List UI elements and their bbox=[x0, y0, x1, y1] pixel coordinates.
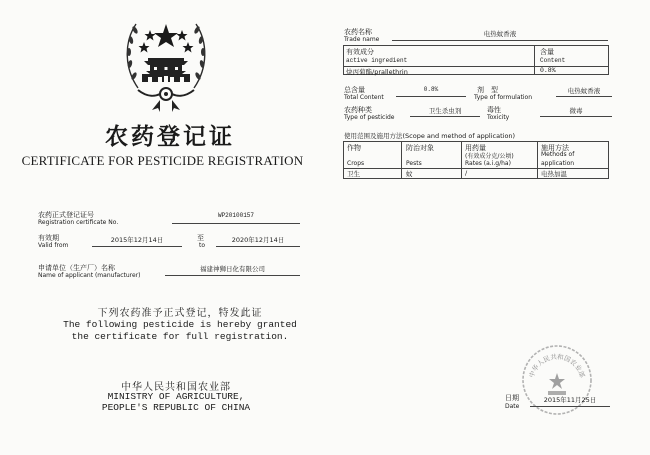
ingredient-value: 炔丙菊酯/prallethrin bbox=[346, 68, 408, 76]
date-value: 2015年11月25日 bbox=[543, 396, 597, 404]
total-content-underline bbox=[396, 96, 466, 97]
certificate-en-title: CERTIFICATE FOR PESTICIDE REGISTRATION bbox=[21, 153, 304, 168]
scope-method-head-en1: Methods of bbox=[541, 151, 575, 158]
ministry-en-2: PEOPLE'S REPUBLIC OF CHINA bbox=[101, 402, 251, 413]
total-content-value: 0.8% bbox=[423, 86, 439, 93]
approval-text-en-2: the certificate for full registration. bbox=[71, 331, 289, 342]
scope-row-method: 电热加温 bbox=[541, 170, 567, 178]
formulation-value: 电热蚊香液 bbox=[567, 87, 601, 95]
valid-to-value: 2020年12月14日 bbox=[231, 236, 285, 244]
date-label-cn: 日期 bbox=[505, 394, 519, 402]
scope-method-head-cn: 施用方法 bbox=[541, 144, 569, 152]
reg-no-label-cn: 农药正式登记证号 bbox=[38, 211, 94, 219]
toxicity-value: 微毒 bbox=[569, 107, 583, 115]
scope-row-crop: 卫生 bbox=[347, 170, 360, 178]
valid-to-label-en: to bbox=[199, 242, 206, 249]
valid-to-label-cn: 至 bbox=[197, 234, 204, 242]
valid-to-underline bbox=[216, 246, 300, 247]
pesticide-type-label-en: Type of pesticide bbox=[344, 114, 395, 121]
applicant-label-cn: 申请单位（生产厂）名称 bbox=[38, 264, 115, 272]
approval-text-cn: 下列农药准予正式登记，特发此证 bbox=[97, 308, 263, 319]
reg-no-underline bbox=[172, 223, 300, 224]
seal-emblem-icon bbox=[548, 373, 566, 395]
applicant-value: 福建神狮日化有限公司 bbox=[200, 265, 265, 273]
scope-rates-head-cn2: (有效成分克/公顷) bbox=[465, 153, 514, 160]
scope-title: 使用范围及施用方法(Scope and method of application) bbox=[344, 132, 516, 140]
scope-row-rate: / bbox=[465, 169, 468, 177]
national-emblem-icon bbox=[120, 6, 212, 114]
ministry-cn: 中华人民共和国农业部 bbox=[121, 382, 231, 393]
formulation-underline bbox=[556, 96, 612, 97]
valid-from-underline bbox=[92, 246, 182, 247]
pesticide-type-label-cn: 农药种类 bbox=[344, 106, 372, 114]
scope-table bbox=[343, 141, 609, 179]
scope-pests-head-cn: 防治对象 bbox=[406, 144, 434, 152]
content-value: 0.8% bbox=[540, 67, 556, 74]
pesticide-type-value: 卫生杀虫剂 bbox=[428, 107, 462, 115]
valid-label-en: Valid from bbox=[38, 242, 69, 249]
trade-name-label-cn: 农药名称 bbox=[344, 28, 372, 36]
formulation-label-cn: 剂 型 bbox=[477, 86, 498, 94]
applicant-underline bbox=[165, 275, 300, 276]
toxicity-label-en: Toxicity bbox=[487, 114, 510, 121]
ingredient-head-en: active ingredient bbox=[346, 57, 408, 64]
certificate-cn-title: 农药登记证 bbox=[105, 123, 235, 150]
scope-crops-head-en: Crops bbox=[347, 160, 365, 167]
total-content-label-en: Total Content bbox=[344, 94, 384, 101]
trade-name-underline bbox=[392, 40, 608, 41]
ingredient-table bbox=[343, 45, 609, 75]
scope-row-pest: 蚊 bbox=[406, 170, 413, 178]
date-underline bbox=[530, 406, 610, 407]
toxicity-label-cn: 毒性 bbox=[487, 106, 501, 114]
pesticide-type-underline bbox=[410, 116, 480, 117]
content-head-en: Content bbox=[540, 57, 566, 64]
total-content-label-cn: 总含量 bbox=[344, 86, 365, 94]
trade-name-label-en: Trade name bbox=[344, 36, 380, 43]
valid-from-value: 2015年12月14日 bbox=[110, 236, 164, 244]
approval-text-en-1: The following pesticide is hereby granted bbox=[63, 319, 297, 330]
valid-label-cn: 有效期 bbox=[38, 234, 59, 242]
trade-name-value: 电热蚊香液 bbox=[483, 30, 517, 38]
scope-rates-head-en: Rates (a.i.g/ha) bbox=[465, 160, 511, 167]
seal-text: 中华人民共和国农业部 bbox=[527, 352, 587, 379]
formulation-label-en: Type of formulation bbox=[474, 94, 533, 101]
scope-rates-head-cn: 用药量 bbox=[465, 144, 486, 152]
toxicity-underline bbox=[540, 116, 612, 117]
scope-method-head-en2: application bbox=[541, 160, 575, 167]
reg-no-value: WP20100157 bbox=[217, 212, 254, 219]
ingredient-head-cn: 有效成分 bbox=[346, 48, 374, 56]
ministry-en-1: MINISTRY OF AGRICULTURE, bbox=[107, 391, 245, 402]
scope-pests-head-en: Pests bbox=[406, 160, 422, 167]
date-label-en: Date bbox=[505, 403, 520, 410]
reg-no-label-en: Registration certificate No. bbox=[38, 219, 119, 226]
scope-crops-head-cn: 作物 bbox=[347, 144, 361, 152]
applicant-label-en: Name of applicant (manufacturer) bbox=[38, 272, 141, 279]
content-head-cn: 含量 bbox=[540, 48, 554, 56]
